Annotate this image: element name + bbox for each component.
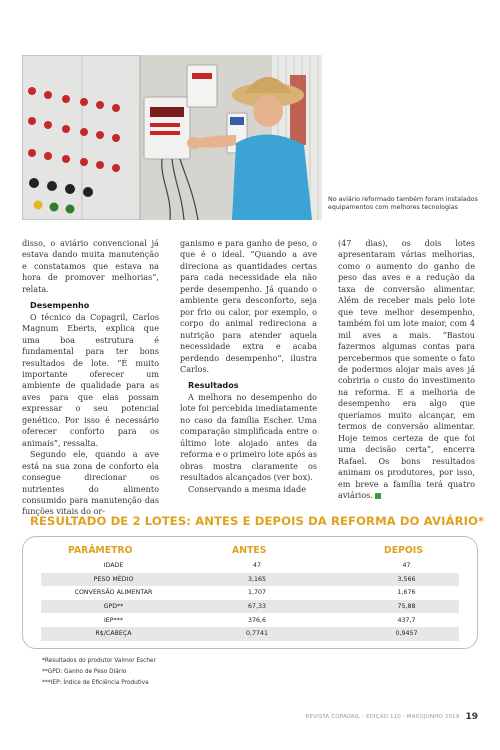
cell-antes: 376,6	[247, 616, 267, 624]
column-header-depois: DEPOIS	[384, 545, 423, 556]
section-heading-desempenho: Desempenho	[30, 300, 90, 311]
cell-parameter: IDADE	[103, 562, 124, 570]
table-row	[41, 573, 459, 587]
table-row	[41, 559, 459, 573]
paragraph	[338, 238, 475, 501]
paragraph-text: (47 dias), os dois lotes apresentaram várias melhorias, como o aumento do ganho de peso das aves e a redução da taxa de conversão alimentar. Além de receber mais pelo lote que teve melhor desempenho, também foi um lote maior, com 4 mil aves a mais. “Bastou fazermos algumas contas para percebermos que somente o fato de podermos alojar mais aves já cobriria o custo do investimento na reforma. E a melhoria de desempenho era algo que queríamos muito alcançar, em termos de conversão alimentar. Hoje temos certeza de que foi uma decisão certa”, encerra Rafael. Os bons resultados animam os produtores, por isso, em breve a família terá quatro aviários.	[338, 238, 475, 500]
text-column-3	[338, 238, 475, 501]
cell-antes: 0,7741	[245, 630, 269, 638]
cell-antes: 47	[252, 562, 261, 570]
paragraph: O técnico da Copagril, Carlos Magnum Eberts, explica que uma boa estrutura é fundamental para ter bons resultados de lote. “É muito importante oferecer um ambiente de qualidade para as aves para que elas possam expressar o seu potencial genético. Por isso é necessário oferecer conforto para os animais”, ressalta.	[22, 311, 159, 448]
cell-parameter: R$/CABEÇA	[95, 630, 132, 638]
publication-info: REVISTA COPAGRIL - EDIÇÃO 110 - MAIO/JUNHO 2019	[305, 714, 460, 720]
cell-depois: 47	[402, 562, 411, 570]
table-footnotes	[42, 656, 156, 689]
photo-caption: No aviário reformado também foram instalados equipamentos com melhores tecnologias	[328, 196, 478, 211]
paragraph: Conservando a mesma idade	[188, 483, 306, 494]
table-row	[41, 600, 459, 614]
cell-depois: 3,566	[397, 575, 416, 583]
cell-antes: 1,707	[247, 589, 267, 597]
cell-depois: 437,7	[397, 616, 416, 624]
cell-depois: 1,676	[397, 589, 416, 597]
table-row	[41, 586, 459, 600]
paragraph: ganismo e para ganho de peso, o que é o ideal. “Quando a ave direciona as quantidades certas para cada necessidade ela não perde desempenho. Já quando o ambiente gera desconforto, seja por frio ou calor, por exemplo, o corpo do animal redireciona a nutrição para atender aquela necessidade extra e acaba perdendo desempenho”, ilustra Carlos.	[180, 238, 317, 374]
paragraph: disso, o aviário convencional já estava dando muita manutenção e constatamos que estava na hora de promover melhorias”, relata.	[22, 238, 159, 294]
cell-parameter: PESO MÉDIO	[93, 575, 134, 583]
results-table-body	[41, 559, 459, 641]
cell-antes: 67,33	[247, 603, 267, 611]
page-number: 19	[465, 712, 478, 722]
cell-parameter: IEP***	[103, 616, 124, 624]
column-header-parametro: PARÂMETRO	[68, 545, 133, 556]
footnote: **GPD: Ganho de Peso Diário	[42, 669, 127, 675]
cell-parameter: GPD**	[103, 603, 124, 611]
cell-depois: 0,9457	[395, 630, 418, 638]
footnote: ***IEP: Índice de Eficiência Produtiva	[42, 680, 149, 686]
page-footer	[305, 712, 478, 722]
cell-depois: 75,88	[397, 603, 416, 611]
table-row	[41, 613, 459, 627]
paragraph: Segundo ele, quando a ave está na sua zona de conforto ela consegue direcionar os nutrientes do alimento consumido para manutenção das funções vitais do or-	[22, 449, 159, 517]
text-column-1	[22, 238, 159, 518]
table-row	[41, 627, 459, 641]
footnote: *Resultados do produtor Valmor Escher	[42, 658, 156, 664]
end-of-article-icon	[375, 493, 381, 499]
cell-parameter: CONVERSÃO ALIMENTAR	[74, 589, 153, 597]
paragraph: A melhora no desempenho do lote foi percebida imediatamente no caso da família Escher. Uma comparação simplificada entre o último lote alojado antes da reforma e o primeiro lote após as obras mostra claramente os resultados alcançados (ver box).	[180, 391, 317, 483]
aviary-control-panel-image	[22, 55, 322, 220]
article-photo	[22, 55, 322, 220]
results-table-title: RESULTADO DE 2 LOTES: ANTES E DEPOIS DA REFORMA DO AVIÁRIO*	[30, 514, 485, 528]
column-header-antes: ANTES	[232, 545, 267, 556]
text-column-2	[180, 238, 317, 495]
cell-antes: 3,165	[247, 575, 267, 583]
section-heading-resultados: Resultados	[188, 380, 239, 391]
